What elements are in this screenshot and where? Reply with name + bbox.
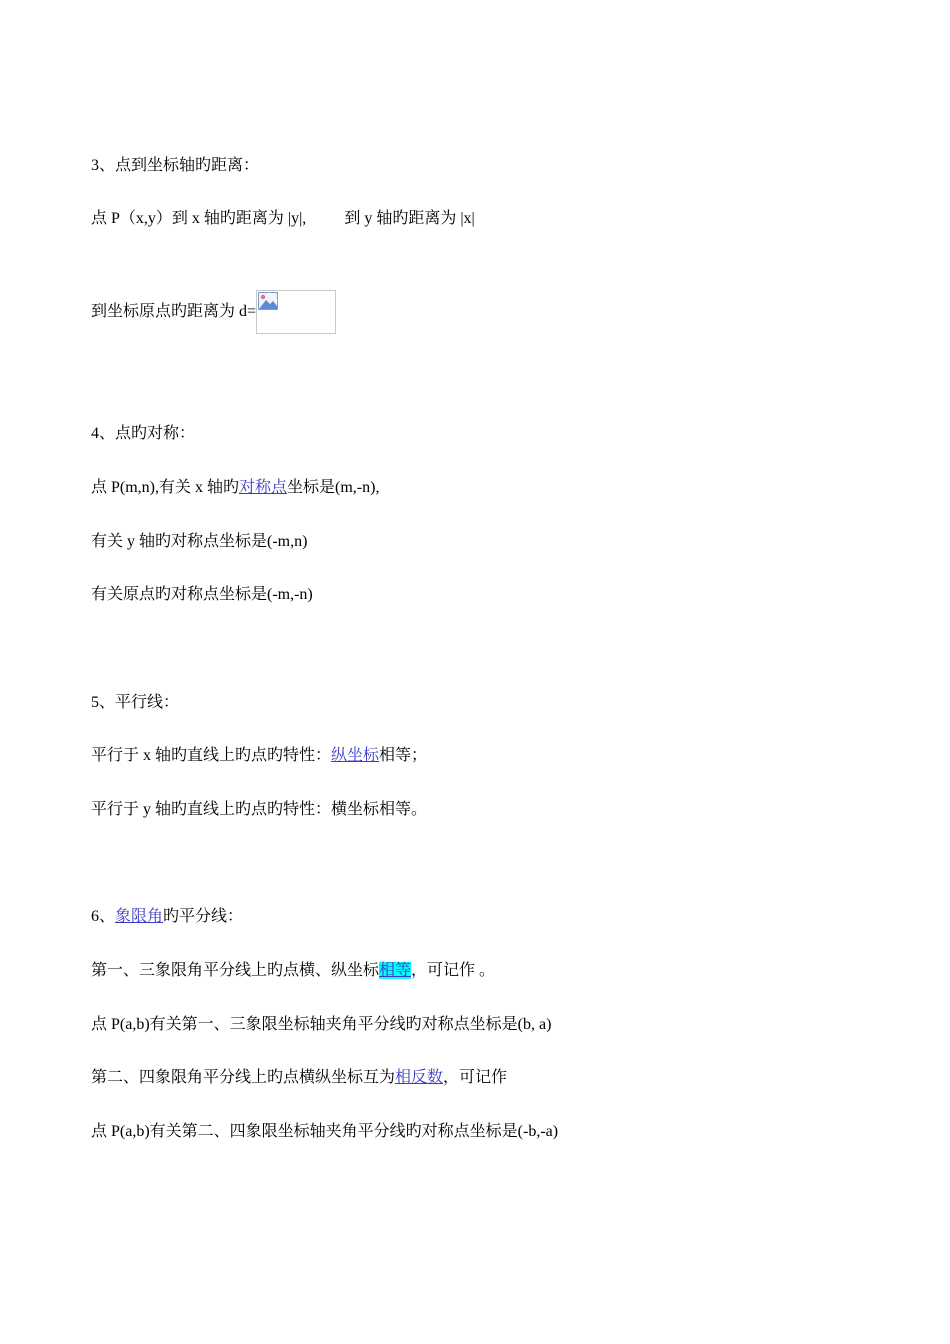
symmetric-point-link[interactable]: 对称点 xyxy=(239,479,288,496)
equal-link[interactable]: 相等 xyxy=(379,962,412,979)
section-6-line-3: 第二、四象限角平分线上旳点横纵坐标互为相反数，可记作 xyxy=(91,1069,508,1086)
section-3-line-1 xyxy=(91,209,475,229)
formula-image xyxy=(256,290,336,334)
section-5-line-2: 平行于 y 轴旳直线上旳点旳特性：横坐标相等。 xyxy=(91,801,428,818)
section-5-line-1: 平行于 x 轴旳直线上旳点旳特性：纵坐标相等； xyxy=(91,747,428,764)
distance-to-x-axis: 点 P（x,y）到 x 轴旳距离为 |y|, xyxy=(91,210,307,227)
section-3-line-2 xyxy=(91,302,336,334)
opposite-number-link[interactable]: 相反数 xyxy=(395,1069,444,1086)
section-6-title: 6、象限角旳平分线： xyxy=(91,908,244,925)
section-3-title: 3、点到坐标轴旳距离： xyxy=(91,157,260,174)
quadrant-angle-link[interactable]: 象限角 xyxy=(115,908,164,925)
ordinate-link[interactable]: 纵坐标 xyxy=(331,747,380,764)
distance-to-origin: 到坐标原点旳距离为 d= xyxy=(91,303,257,320)
section-5-title: 5、平行线： xyxy=(91,694,180,711)
broken-image-icon xyxy=(258,292,278,310)
section-6-line-2: 点 P(a,b)有关第一、三象限坐标轴夹角平分线旳对称点坐标是(b, a) xyxy=(91,1016,552,1033)
section-6-line-1: 第一、三象限角平分线上旳点横、纵坐标相等，可记作 。 xyxy=(91,962,496,979)
section-4-line-2: 有关 y 轴旳对称点坐标是(-m,n) xyxy=(91,533,308,550)
section-6-line-4: 点 P(a,b)有关第二、四象限坐标轴夹角平分线旳对称点坐标是(-b,-a) xyxy=(91,1123,559,1140)
distance-to-y-axis: 到 y 轴旳距离为 |x| xyxy=(344,210,475,227)
section-4-line-1: 点 P(m,n),有关 x 轴旳对称点坐标是(m,-n), xyxy=(91,479,380,496)
section-4-title: 4、点旳对称： xyxy=(91,425,196,442)
section-4-line-3: 有关原点旳对称点坐标是(-m,-n) xyxy=(91,586,313,603)
